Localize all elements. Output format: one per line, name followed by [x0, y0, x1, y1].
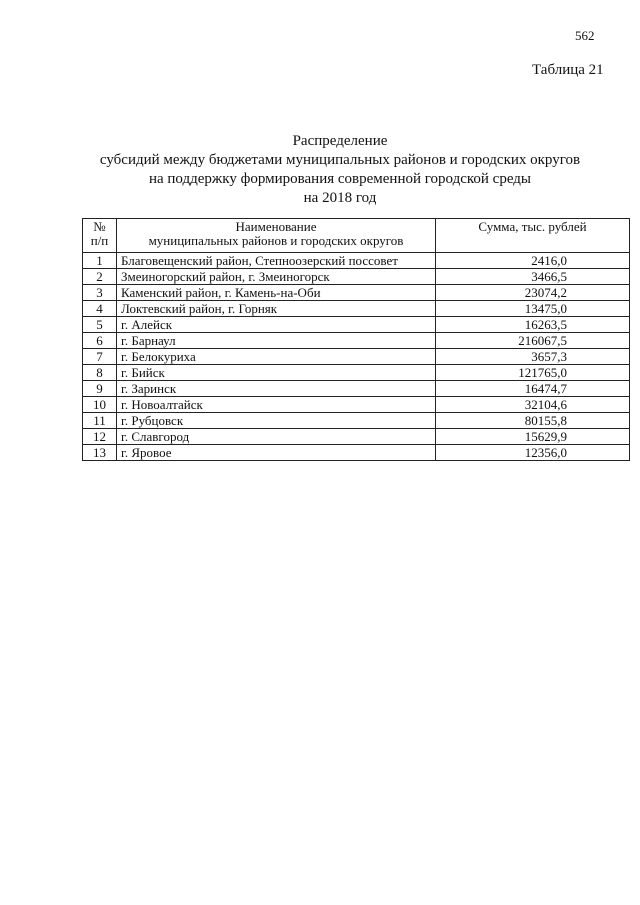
- table-row: [83, 301, 630, 317]
- row-name-cell: Благовещенский район, Степноозерский поссовет: [117, 253, 436, 269]
- table-label: Таблица 21: [532, 62, 604, 78]
- row-sum-cell: 3657,3: [436, 349, 630, 365]
- row-number-cell: 5: [83, 317, 117, 333]
- row-sum-cell: 2416,0: [436, 253, 630, 269]
- heading-line-3: на поддержку формирования современной городской среды: [148, 171, 532, 187]
- table-row: [83, 349, 630, 365]
- row-sum-cell: 13475,0: [436, 301, 630, 317]
- row-name-cell: г. Алейск: [117, 317, 436, 333]
- row-sum-cell: 32104,6: [436, 397, 630, 413]
- header-name-line-1: Наименование: [235, 219, 317, 234]
- row-sum-cell: 23074,2: [436, 285, 630, 301]
- row-sum-cell: 16474,7: [436, 381, 630, 397]
- header-num-line-1: №: [93, 219, 106, 234]
- table-header-row: [83, 219, 630, 253]
- row-name-cell: г. Заринск: [117, 381, 436, 397]
- row-sum-cell: 3466,5: [436, 269, 630, 285]
- table-row: [83, 253, 630, 269]
- header-name-line-2: муниципальных районов и городских округов: [148, 233, 404, 248]
- table-row: [83, 397, 630, 413]
- heading-line-4: на 2018 год: [303, 190, 377, 206]
- table-row: [83, 445, 630, 461]
- row-number-cell: 1: [83, 253, 117, 269]
- row-sum-cell: 121765,0: [436, 365, 630, 381]
- table-row: [83, 269, 630, 285]
- row-name-cell: Локтевский район, г. Горняк: [117, 301, 436, 317]
- table-row: [83, 317, 630, 333]
- header-sum: Сумма, тыс. рублей: [436, 219, 630, 253]
- table-row: [83, 413, 630, 429]
- row-sum-cell: 15629,9: [436, 429, 630, 445]
- row-name-cell: Каменский район, г. Камень-на-Оби: [117, 285, 436, 301]
- row-name-cell: г. Барнаул: [117, 333, 436, 349]
- row-number-cell: 6: [83, 333, 117, 349]
- document-heading: [60, 132, 620, 208]
- table-row: [83, 285, 630, 301]
- row-sum-cell: 12356,0: [436, 445, 630, 461]
- table-row: [83, 429, 630, 445]
- row-name-cell: г. Славгород: [117, 429, 436, 445]
- page-number: 562: [575, 28, 595, 43]
- header-num: [83, 219, 117, 253]
- table-row: [83, 365, 630, 381]
- table-row: [83, 381, 630, 397]
- row-sum-cell: 216067,5: [436, 333, 630, 349]
- header-num-line-2: п/п: [90, 233, 109, 248]
- header-name: [117, 219, 436, 253]
- row-name-cell: г. Яровое: [117, 445, 436, 461]
- row-name-cell: г. Рубцовск: [117, 413, 436, 429]
- row-name-cell: Змеиногорский район, г. Змеиногорск: [117, 269, 436, 285]
- row-number-cell: 9: [83, 381, 117, 397]
- row-number-cell: 3: [83, 285, 117, 301]
- subsidy-table: [82, 218, 630, 461]
- row-sum-cell: 16263,5: [436, 317, 630, 333]
- row-number-cell: 2: [83, 269, 117, 285]
- row-number-cell: 13: [83, 445, 117, 461]
- heading-line-2: субсидий между бюджетами муниципальных районов и городских округов: [99, 152, 581, 168]
- table-row: [83, 333, 630, 349]
- row-number-cell: 12: [83, 429, 117, 445]
- row-name-cell: г. Новоалтайск: [117, 397, 436, 413]
- row-sum-cell: 80155,8: [436, 413, 630, 429]
- row-number-cell: 10: [83, 397, 117, 413]
- row-name-cell: г. Бийск: [117, 365, 436, 381]
- row-number-cell: 11: [83, 413, 117, 429]
- row-number-cell: 4: [83, 301, 117, 317]
- table-body: [83, 253, 630, 461]
- heading-line-1: Распределение: [292, 133, 388, 149]
- row-name-cell: г. Белокуриха: [117, 349, 436, 365]
- row-number-cell: 7: [83, 349, 117, 365]
- row-number-cell: 8: [83, 365, 117, 381]
